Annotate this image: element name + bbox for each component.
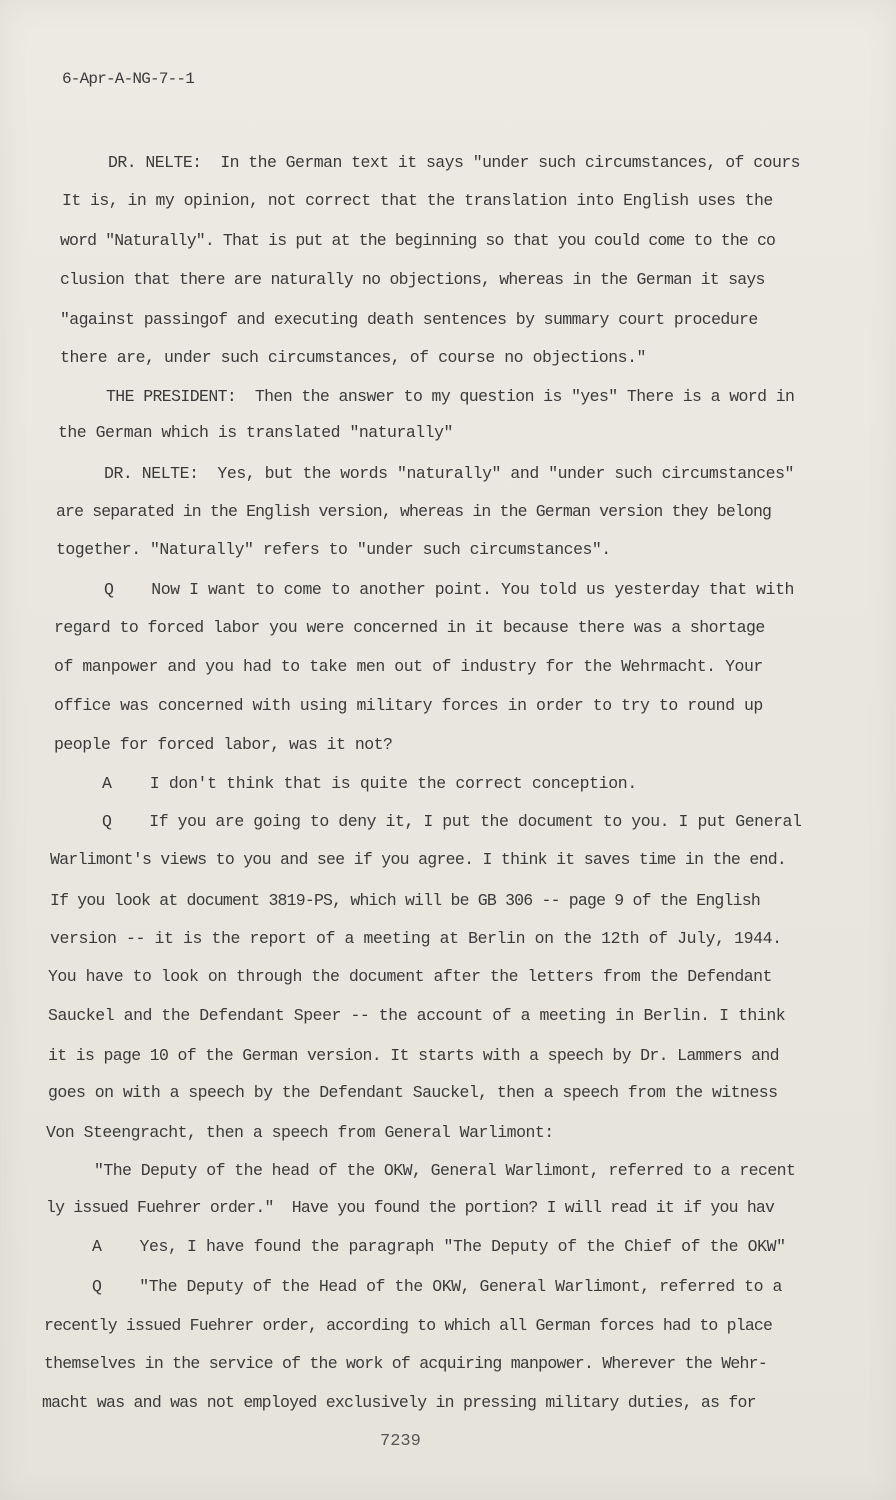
text-line: clusion that there are naturally no objections, whereas in the German it says [60, 270, 765, 289]
text-line: themselves in the service of the work of acquiring manpower. Wherever the Wehr- [44, 1354, 767, 1373]
text-line: "The Deputy of the head of the OKW, General Warlimont, referred to a recent [94, 1161, 796, 1180]
text-line: recently issued Fuehrer order, according to which all German forces had to place [44, 1316, 773, 1335]
text-line: together. "Naturally" refers to "under such circumstances". [56, 540, 611, 559]
text-line: word "Naturally". That is put at the beginning so that you could come to the co [60, 231, 776, 250]
text-line: Warlimont's views to you and see if you agree. I think it saves time in the end. [50, 850, 787, 869]
text-line: "against passingof and executing death sentences by summary court procedure [60, 310, 758, 329]
text-line: are separated in the English version, whereas in the German version they belong [56, 502, 772, 521]
text-line: You have to look on through the document after the letters from the Defendant [48, 967, 772, 986]
text-line: of manpower and you had to take men out of industry for the Wehrmacht. Your [54, 657, 763, 676]
text-line: the German which is translated "naturally" [58, 423, 453, 442]
text-line: A I don't think that is quite the correct conception. [102, 774, 637, 793]
text-line: version -- it is the report of a meeting at Berlin on the 12th of July, 1944. [50, 929, 782, 948]
text-line: office was concerned with using military forces in order to try to round up [54, 696, 763, 715]
text-line: It is, in my opinion, not correct that the translation into English uses the [62, 191, 773, 210]
text-line: Von Steengracht, then a speech from General Warlimont: [46, 1123, 554, 1142]
text-line: there are, under such circumstances, of course no objections." [60, 348, 647, 367]
text-line: DR. NELTE: Yes, but the words "naturally" and "under such circumstances" [104, 464, 794, 483]
page-number: 7239 [380, 1432, 421, 1451]
text-line: DR. NELTE: In the German text it says "under such circumstances, of cours [108, 153, 801, 172]
text-line: it is page 10 of the German version. It starts with a speech by Dr. Lammers and [48, 1046, 779, 1065]
text-line: goes on with a speech by the Defendant Sauckel, then a speech from the witness [48, 1083, 778, 1102]
text-line: Sauckel and the Defendant Speer -- the account of a meeting in Berlin. I think [48, 1006, 786, 1025]
text-line: Q If you are going to deny it, I put the document to you. I put General [102, 812, 802, 831]
text-line: A Yes, I have found the paragraph "The Deputy of the Chief of the OKW" [92, 1237, 786, 1256]
text-line: THE PRESIDENT: Then the answer to my question is "yes" There is a word in [106, 387, 795, 406]
text-line: ly issued Fuehrer order." Have you found the portion? I will read it if you hav [46, 1198, 775, 1217]
text-line: people for forced labor, was it not? [54, 735, 393, 754]
text-line: If you look at document 3819-PS, which will be GB 306 -- page 9 of the English [50, 891, 760, 910]
text-line: Q Now I want to come to another point. You told us yesterday that with [104, 580, 794, 599]
text-line: regard to forced labor you were concerned in it because there was a shortage [54, 618, 765, 637]
text-line: Q "The Deputy of the Head of the OKW, General Warlimont, referred to a [92, 1277, 782, 1296]
document-header-code: 6-Apr-A-NG-7--1 [62, 70, 195, 88]
text-line: macht was and was not employed exclusively in pressing military duties, as for [42, 1393, 756, 1412]
